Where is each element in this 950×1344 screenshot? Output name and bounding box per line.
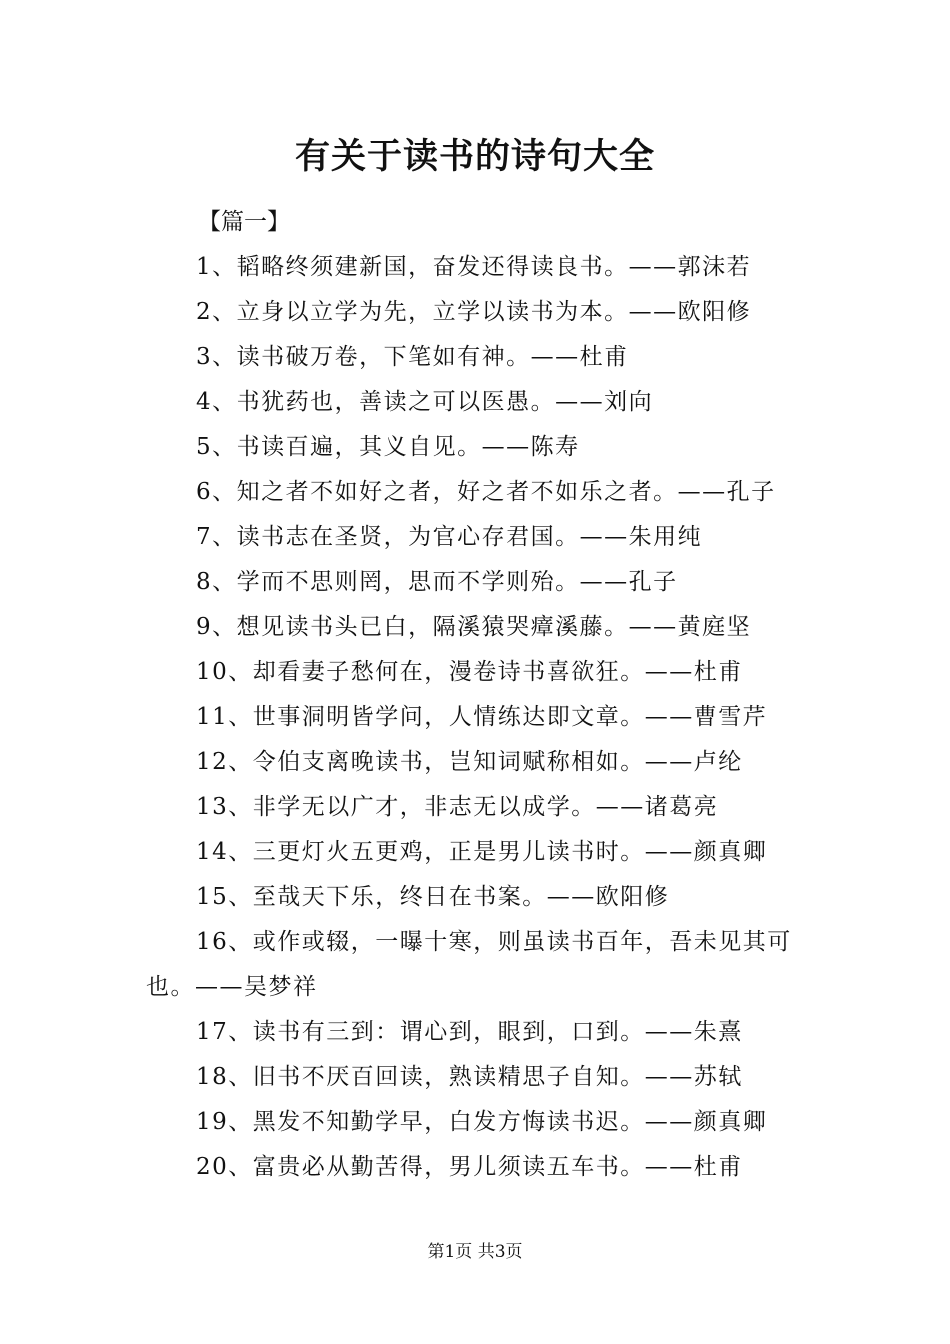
list-item: 10、却看妻子愁何在，漫卷诗书喜欲狂。——杜甫 (196, 659, 743, 685)
list-item: 1、韬略终须建新国，奋发还得读良书。——郭沫若 (196, 254, 752, 280)
list-item: 4、书犹药也，善读之可以医愚。——刘向 (196, 389, 654, 415)
list-item: 6、知之者不如好之者，好之者不如乐之者。——孔子 (196, 479, 776, 505)
list-item: 5、书读百遍，其义自见。——陈寿 (196, 434, 580, 460)
page-title: 有关于读书的诗句大全 (294, 136, 655, 177)
list-item: 3、读书破万卷，下笔如有神。——杜甫 (196, 344, 629, 370)
list-item: 15、至哉天下乐，终日在书案。——欧阳修 (196, 884, 670, 910)
list-item: 18、旧书不厌百回读，熟读精思子自知。——苏轼 (196, 1064, 743, 1090)
list-item: 9、想见读书头已白，隔溪猿哭瘴溪藤。——黄庭坚 (196, 614, 752, 640)
list-item: 7、读书志在圣贤，为官心存君国。——朱用纯 (196, 524, 703, 550)
list-item: 17、读书有三到：谓心到，眼到，口到。——朱熹 (196, 1019, 743, 1045)
poem-list (146, 245, 806, 1190)
list-item: 8、学而不思则罔，思而不学则殆。——孔子 (196, 569, 678, 595)
list-item: 11、世事洞明皆学问，人情练达即文章。——曹雪芹 (196, 704, 768, 730)
list-item: 20、富贵必从勤苦得，男儿须读五车书。——杜甫 (196, 1154, 743, 1180)
page-footer: 第1页 共3页 (427, 1242, 523, 1262)
list-item: 14、三更灯火五更鸡，正是男儿读书时。——颜真卿 (196, 839, 768, 865)
list-item: 13、非学无以广才，非志无以成学。——诸葛亮 (196, 794, 719, 820)
list-item: 2、立身以立学为先，立学以读书为本。——欧阳修 (196, 299, 752, 325)
list-item: 16、或作或辍，一曝十寒，则虽读书百年，吾未见其可也。——吴梦祥 (146, 929, 792, 1000)
list-item: 12、令伯支离晚读书，岂知词赋称相如。——卢纶 (196, 749, 743, 775)
section-heading: 【篇一】 (198, 209, 290, 235)
list-item: 19、黑发不知勤学早，白发方悔读书迟。——颜真卿 (196, 1109, 768, 1135)
